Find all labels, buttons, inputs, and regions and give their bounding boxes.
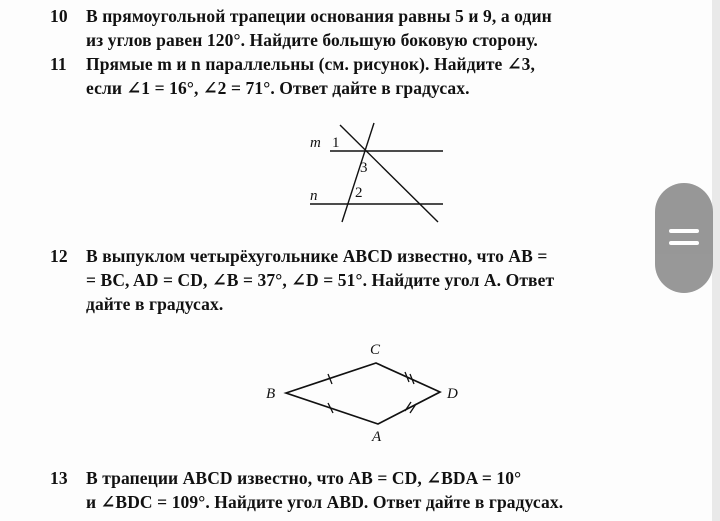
label-m: m bbox=[310, 135, 321, 151]
secant-1 bbox=[342, 123, 374, 222]
parallel-lines-diagram bbox=[300, 118, 450, 224]
problem-line: дайте в градусах. bbox=[86, 294, 224, 314]
vertex-C-label: C bbox=[370, 342, 381, 358]
vertex-D-label: D bbox=[447, 386, 458, 402]
angle-2-label: 2 bbox=[355, 185, 363, 201]
problem-line: В трапеции ABCD известно, что AB = CD, ∠BDA = 10° bbox=[86, 468, 522, 488]
problem-13 bbox=[50, 466, 660, 514]
problem-number: 10 bbox=[50, 6, 68, 26]
quadrilateral-diagram bbox=[260, 338, 470, 448]
problem-text bbox=[86, 4, 660, 52]
problem-text bbox=[86, 244, 660, 316]
vertex-B-label: B bbox=[266, 386, 276, 402]
angle-1-label: 1 bbox=[332, 135, 340, 151]
problem-text bbox=[86, 466, 660, 514]
problem-11 bbox=[50, 52, 660, 100]
problem-number: 13 bbox=[50, 468, 68, 488]
secant-2 bbox=[340, 125, 438, 222]
problem-line: В прямоугольной трапеции основания равны 5 и 9, а один bbox=[86, 6, 552, 26]
problem-line: = BC, AD = CD, ∠B = 37°, ∠D = 51°. Найдите угол A. Ответ bbox=[86, 270, 555, 290]
drag-grip-icon bbox=[669, 229, 699, 233]
problem-text bbox=[86, 52, 660, 100]
problem-12 bbox=[50, 244, 660, 316]
vertex-A-label: A bbox=[372, 429, 382, 445]
problem-line: и ∠BDC = 109°. Найдите угол ABD. Ответ дайте в градусах. bbox=[86, 492, 564, 512]
parallel-lines-figure bbox=[300, 118, 450, 224]
problem-line: если ∠1 = 16°, ∠2 = 71°. Ответ дайте в градусах. bbox=[86, 78, 470, 98]
page-edge bbox=[712, 0, 720, 521]
quadrilateral-figure bbox=[260, 338, 470, 448]
problem-10 bbox=[50, 4, 660, 52]
problem-line: В выпуклом четырёхугольнике ABCD известно, что AB = bbox=[86, 246, 548, 266]
problem-line: Прямые m и n параллельны (см. рисунок). Найдите ∠3, bbox=[86, 54, 535, 74]
kite-shape bbox=[286, 363, 440, 424]
angle-3-label: 3 bbox=[360, 160, 368, 176]
problem-number: 12 bbox=[50, 246, 68, 266]
drag-grip-icon bbox=[669, 241, 699, 245]
problem-number: 11 bbox=[50, 54, 67, 74]
scroll-handle[interactable] bbox=[655, 183, 713, 293]
problem-line: из углов равен 120°. Найдите большую боковую сторону. bbox=[86, 30, 538, 50]
label-n: n bbox=[310, 188, 318, 204]
